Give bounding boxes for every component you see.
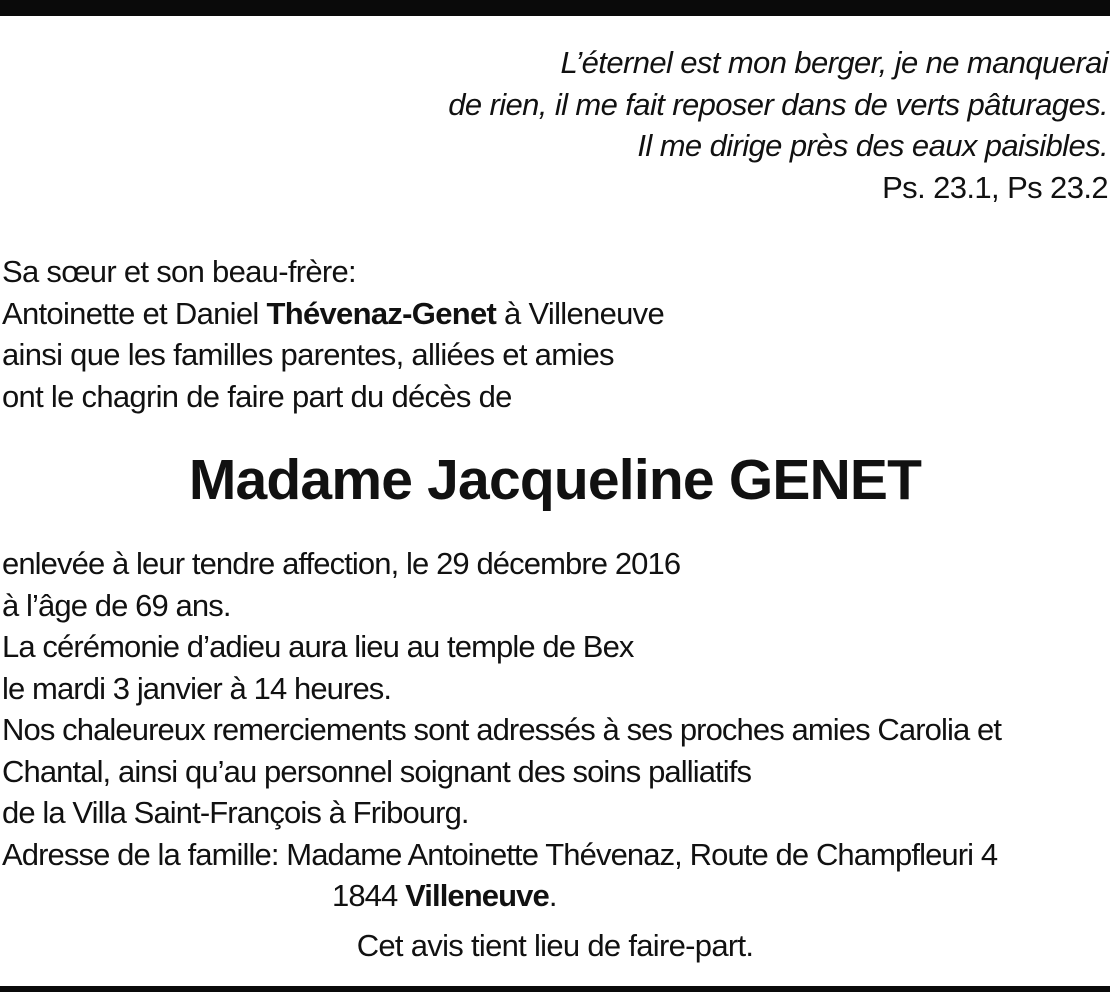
closing-note: Cet avis tient lieu de faire-part.: [356, 928, 754, 963]
bottom-rule: [0, 986, 1110, 992]
intro-line-text: Antoinette et Daniel: [2, 295, 267, 331]
announcement-body: [2, 543, 1110, 917]
family-intro: [2, 251, 1102, 417]
psalm-verse: [308, 42, 1108, 208]
intro-line: ont le chagrin de faire part du décès de: [2, 378, 512, 414]
verse-line: de rien, il me fait reposer dans de verts pâturages.: [448, 86, 1108, 122]
intro-line-text: à Villeneuve: [496, 295, 664, 331]
body-line: le mardi 3 janvier à 14 heures.: [2, 670, 392, 706]
body-line: La cérémonie d’adieu aura lieu au temple de Bex: [2, 629, 634, 664]
family-surname: Thévenaz-Genet: [266, 295, 497, 331]
address-punctuation: .: [548, 878, 557, 913]
top-rule: [0, 0, 1110, 16]
intro-family-line: [2, 293, 1102, 335]
postal-code: 1844: [332, 878, 406, 913]
address-city: Villeneuve: [405, 878, 549, 913]
body-line: enlevée à leur tendre affection, le 29 décembre 2016: [2, 546, 681, 581]
body-line: Chantal, ainsi qu’au personnel soignant des soins palliatifs: [2, 753, 752, 789]
verse-line: Il me dirige près des eaux paisibles.: [637, 128, 1108, 163]
address-city-line: [2, 875, 1110, 917]
body-line: Nos chaleureux remerciements sont adressés à ses proches amies Carolia et: [2, 712, 1002, 747]
verse-reference: Ps. 23.1, Ps 23.2: [882, 169, 1108, 205]
intro-line: ainsi que les familles parentes, alliées et amies: [2, 337, 614, 372]
deceased-name: Madame Jacqueline GENET: [188, 448, 922, 512]
intro-line: Sa sœur et son beau-frère:: [2, 254, 356, 289]
verse-line: L’éternel est mon berger, je ne manquerai: [560, 45, 1108, 80]
address-line: Adresse de la famille: Madame Antoinette Thévenaz, Route de Champfleuri 4: [2, 836, 998, 872]
body-line: à l’âge de 69 ans.: [2, 587, 231, 623]
body-line: de la Villa Saint-François à Fribourg.: [2, 795, 469, 830]
